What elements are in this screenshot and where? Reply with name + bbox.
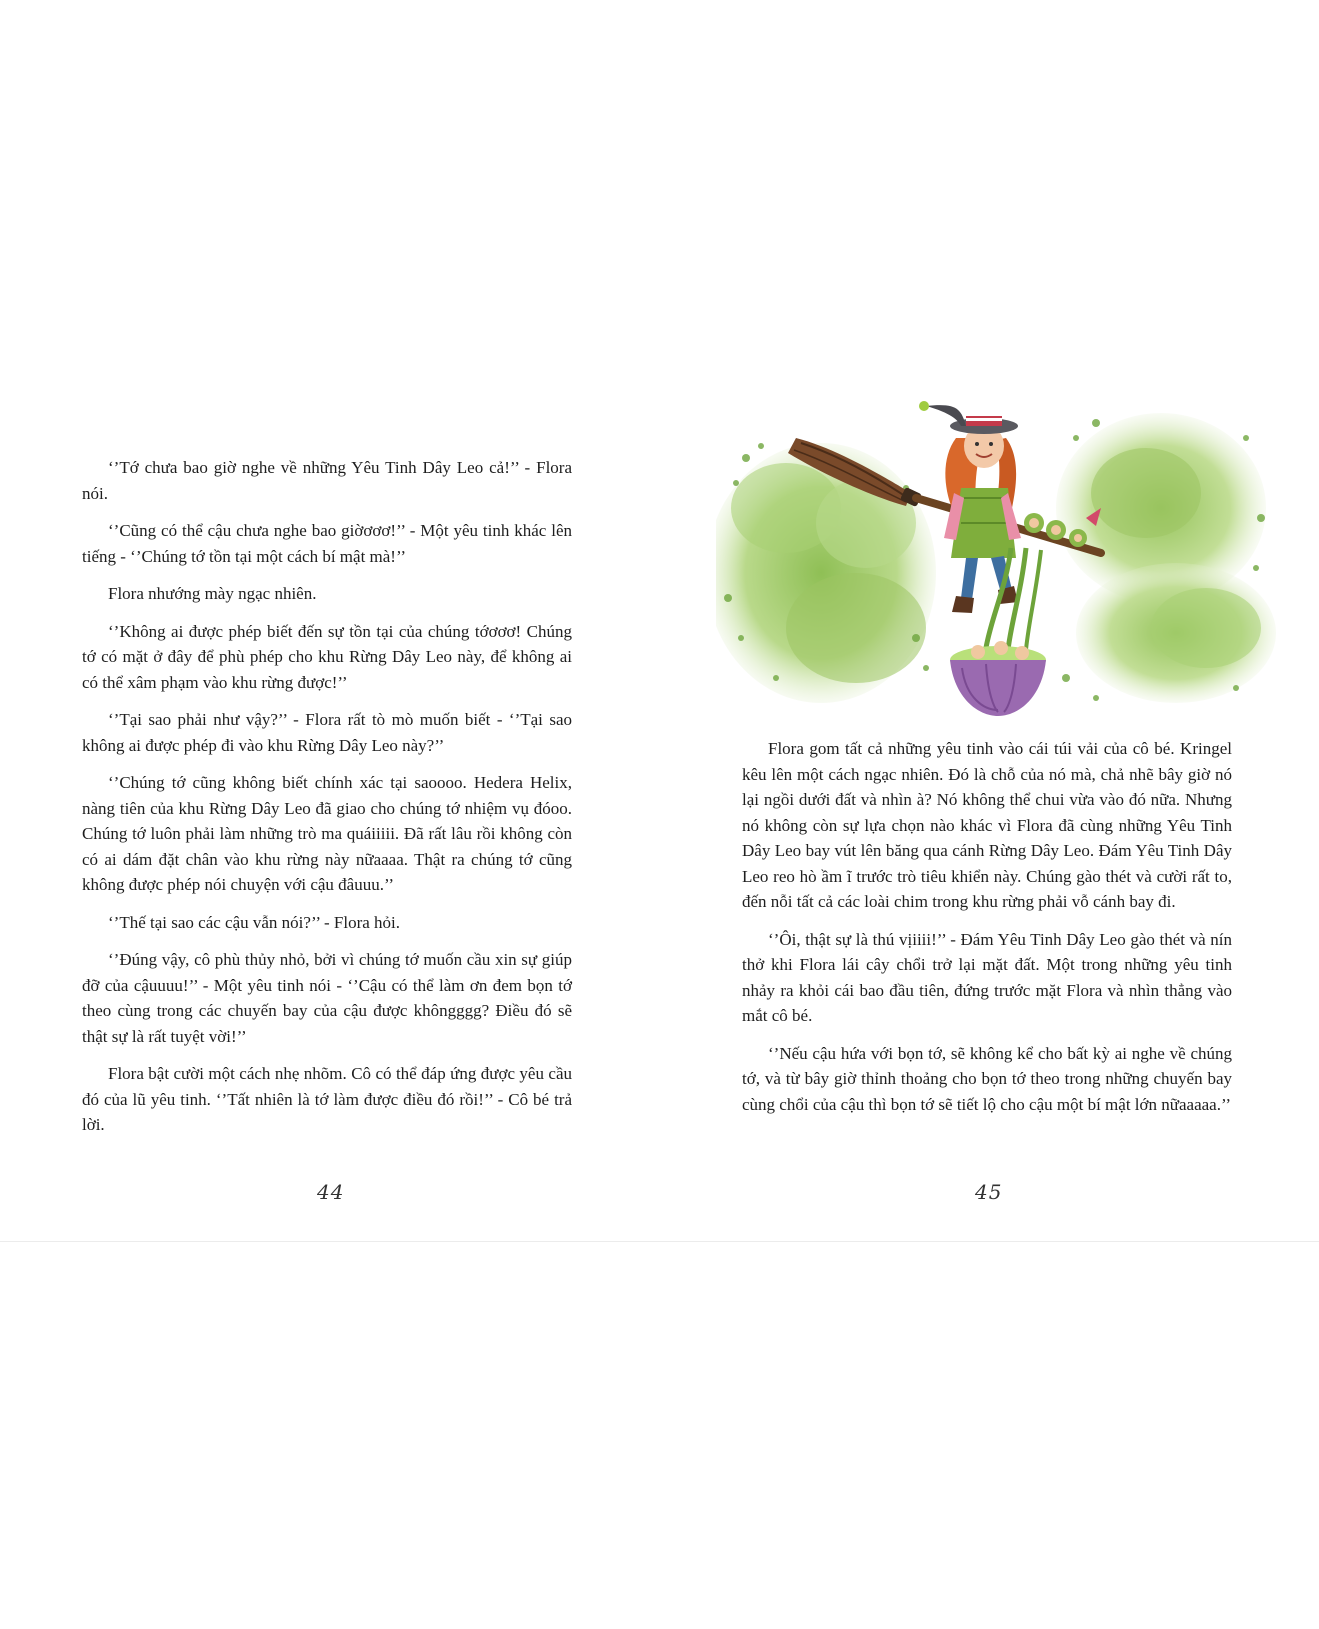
right-paragraph-1: Flora gom tất cả những yêu tinh vào cái túi vải của cô bé. Kringel kêu lên một cách ngạc nhiên. Đó là chỗ của nó mà, chả nhẽ bây giờ nó lại ngồi dưới đất và nhìn à? Nó không thể chui vừa vào đó nữa. Nhưng nó không còn sự lựa chọn nào khác vì Flora đã cùng những Yêu Tinh Dây Leo bay vút lên băng qua cánh Rừng Dây Leo. Đám Yêu Tinh Dây Leo reo hò ầm ĩ trước trò tiêu khiển này. Chúng gào thét và cười rất to, đến nỗi tất cả các loài chim trong khu rừng phải vỗ cánh bay đi. (742, 739, 1232, 911)
witch-on-broom-illustration (716, 398, 1276, 718)
left-paragraph-1: ‘’Tớ chưa bao giờ nghe về những Yêu Tinh Dây Leo cả!’’ - Flora nói. (82, 458, 572, 503)
left-paragraph-8: ‘’Đúng vậy, cô phù thủy nhỏ, bởi vì chúng tớ muốn cầu xin sự giúp đỡ của cậuuuu!’’ - Một yêu tinh nói - ‘’Cậu có thể làm ơn đem bọn tớ theo cùng trong các chuyến bay của cậu được khôngggg? Điều đó sẽ thật sự là rất tuyệt vời!’’ (82, 950, 572, 1046)
right-paragraph-2: ‘’Ôi, thật sự là thú vịiiii!’’ - Đám Yêu Tinh Dây Leo gào thét và nín thở khi Flora lái cây chổi trở lại mặt đất. Một trong những yêu tinh nhảy ra khỏi cái bao đầu tiên, đứng trước mặt Flora và nhìn thẳng vào mắt cô bé. (742, 929, 1232, 1025)
left-page-text (82, 455, 572, 1150)
right-page-number: 45 (975, 1180, 1003, 1204)
left-page-number: 44 (317, 1180, 345, 1204)
right-page-text (742, 736, 1232, 1129)
left-paragraph-4: ‘’Không ai được phép biết đến sự tồn tại của chúng tớơơơ! Chúng tớ có mặt ở đây để phù phép cho khu Rừng Dây Leo này, để không ai có thể xâm phạm vào khu rừng được!’’ (82, 621, 572, 692)
page-edge-divider (0, 1241, 1319, 1242)
left-paragraph-5: ‘’Tại sao phải như vậy?’’ - Flora rất tò mò muốn biết - ‘’Tại sao không ai được phép đi vào khu Rừng Dây Leo này?’’ (82, 710, 572, 755)
right-paragraph-3: ‘’Nếu cậu hứa với bọn tớ, sẽ không kể cho bất kỳ ai nghe về chúng tớ, và từ bây giờ thỉnh thoảng cho bọn tớ theo trong những chuyến bay cùng chổi của cậu thì bọn tớ sẽ tiết lộ cho cậu một bí mật lớn nữaaaaa.’’ (742, 1043, 1232, 1114)
left-paragraph-3: Flora nhướng mày ngạc nhiên. (108, 584, 317, 603)
left-paragraph-9: Flora bật cười một cách nhẹ nhõm. Cô có thể đáp ứng được yêu cầu đó của lũ yêu tinh. ‘’Tất nhiên là tớ làm được điều đó rồi!’’ - Cô bé trả lời. (82, 1064, 572, 1134)
left-paragraph-2: ‘’Cũng có thể cậu chưa nghe bao giờơơơ!’’ - Một yêu tinh khác lên tiếng - ‘’Chúng tớ tồn tại một cách bí mật mà!’’ (82, 521, 572, 566)
left-paragraph-7: ‘’Thế tại sao các cậu vẫn nói?’’ - Flora hỏi. (108, 912, 401, 932)
left-paragraph-6: ‘’Chúng tớ cũng không biết chính xác tại saoooo. Hedera Helix, nàng tiên của khu Rừng Dây Leo đã giao cho chúng tớ nhiệm vụ đóoo. Chúng tớ luôn phải làm những trò ma quáiiiii. Đã rất lâu rồi không còn có ai dám đặt chân vào khu rừng này nữaaaa. Thật ra chúng tớ cũng không được phép nói chuyện với cậu đâuuu.’’ (82, 773, 572, 894)
